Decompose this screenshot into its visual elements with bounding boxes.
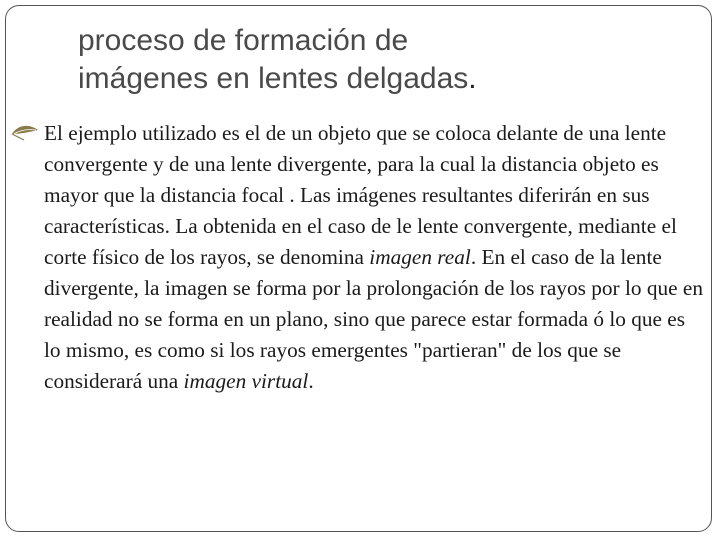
body-text-part-2: . En el caso de la lente divergente, la imagen se forma por la prolongación de los rayos por lo que en realidad no se forma en un plano, sino que parece estar formada ó lo que es lo mismo, es como si los rayos emergentes "partieran" de los que se considerará una <box>44 245 704 393</box>
title-line-1: proceso de formación de <box>78 24 409 57</box>
body-paragraph <box>10 118 706 397</box>
title-period: . <box>468 62 477 95</box>
leaf-bullet-icon <box>10 122 40 142</box>
body-text-emphasis-2: imagen virtual <box>183 369 309 393</box>
slide-title <box>78 22 678 98</box>
body-text-part-1: El ejemplo utilizado es el de un objeto que se coloca delante de una lente convergente y de una lente divergente, para la cual la distancia objeto es mayor que la distancia focal . Las imágenes resultantes diferirán en sus características. La obtenida en el caso de le lente convergente, mediante el corte físico de los rayos, se denomina <box>44 121 677 269</box>
title-line-2: imágenes en lentes delgadas <box>78 62 469 95</box>
bullet-item <box>10 118 706 397</box>
body-text-emphasis-1: imagen real <box>369 245 471 269</box>
body-text-part-3: . <box>308 369 314 393</box>
